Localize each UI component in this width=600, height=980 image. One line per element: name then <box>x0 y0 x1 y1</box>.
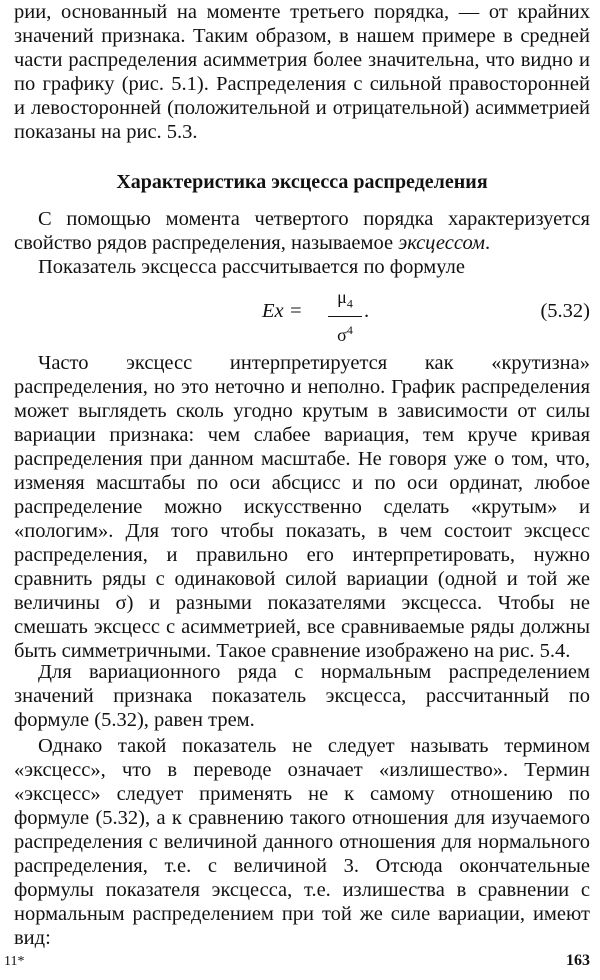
paragraph-kurtosis-definition <box>14 207 590 255</box>
paragraph-normal-kurtosis: Для вариационного ряда с нормальным распределением значений признака показатель эксцесса, рассчитанный по формуле (5.32), равен трем. <box>14 661 590 731</box>
paragraph-formula-intro: Показатель эксцесса рассчитывается по формуле <box>38 256 465 278</box>
formula-sigma-power: 4 <box>346 322 353 337</box>
page-number: 163 <box>566 952 590 969</box>
formula-5-32 <box>14 286 590 345</box>
formula-lhs: Ex = <box>262 300 303 322</box>
signature-mark: 11* <box>4 954 25 969</box>
paragraph-kurtosis-definition-text: С помощью момента четвертого порядка характеризуется свойство рядов распределения, называемое <box>14 208 590 254</box>
paragraph-kurtosis-interpretation: Часто эксцесс интерпретируется как «крутизна» распределения, но это неточно и неполно. График распределения может выглядеть сколь угодно крутым в зависимости от силы вариации признака: чем слабее вариация, тем круче кривая распределения при данном масштабе. Не говоря уже о том, что, изменяя масштабы по оси абсцисс и по оси ординат, любое распределение можно искусственно сделать «крутым» и «пологим». Для того чтобы показать, в чем состоит эксцесс распределения, и правильно его интерпретировать, нужно сравнить ряды с одинаковой силой вариации (одной и той же величины σ) и разными показателями эксцесса. Чтобы не смешать эксцесс с асимметрией, все сравниваемые ряды должны быть симметричными. Такое сравнение изображено на рис. 5.4. <box>14 352 590 662</box>
equation-number: (5.32) <box>540 300 590 322</box>
paragraph-asymmetry-continuation: рии, основанный на моменте третьего порядка, — от крайних значений признака. Таким образом, в нашем примере в средней части распределения асимметрия более значительна, что видно и по графику (рис. 5.1). Распределения с сильной правосторонней и левосторонней (положительной и отрицательной) асимметрией показаны на рис. 5.3. <box>14 1 590 143</box>
section-heading: Характеристика эксцесса распределения <box>116 171 488 193</box>
term-excess: эксцессом <box>398 232 485 254</box>
paragraph-kurtosis-definition-end: . <box>485 232 491 254</box>
formula-numerator <box>328 286 362 315</box>
fraction-bar <box>328 316 362 317</box>
formula-mu-subscript: 4 <box>346 296 353 311</box>
formula-mu: μ <box>337 287 347 307</box>
formula-sigma: σ <box>337 324 347 345</box>
formula-denominator <box>328 319 362 346</box>
formula-fraction <box>328 286 362 346</box>
formula-period: . <box>364 300 370 322</box>
paragraph-excess-term: Однако такой показатель не следует называть термином «эксцесс», что в переводе означает «излишество». Термин «эксцесс» следует применять не к самому отношению по формуле (5.32), а к сравнению такого отношения для изучаемого распределения с величиной данного отношения для нормального распределения, т.е. с величиной 3. Отсюда окончательные формулы показателя эксцесса, т.е. излишества в сравнении с нормальным распределением при той же силе вариации, имеют вид: <box>14 735 590 949</box>
